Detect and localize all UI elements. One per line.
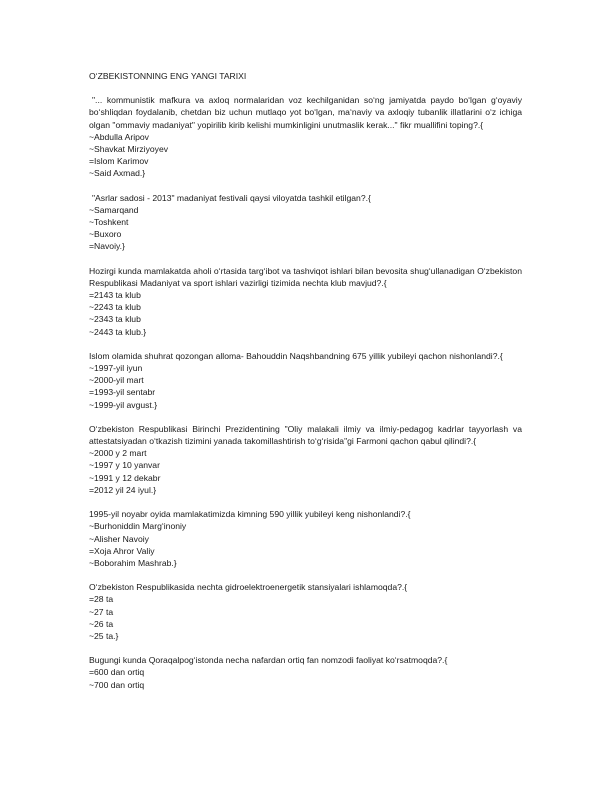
answer-option: ~2000 y 2 mart	[89, 448, 147, 459]
question-block	[89, 94, 522, 179]
answer-option: =Xoja Ahror Valiy	[89, 545, 155, 556]
answer-option: =Navoiy.}	[89, 241, 125, 252]
answer-option: =28 ta	[89, 594, 114, 605]
question-text: O‘zbekiston Respublikasida nechta gidroelektroenergetik stansiyalari ishlamoqda?.{	[89, 582, 408, 593]
answer-option: ~27 ta	[89, 606, 114, 617]
question-text: "Asrlar sadosi - 2013" madaniyat festivali qaysi viloyatda tashkil etilgan?.{	[92, 192, 371, 203]
question-block	[89, 508, 522, 569]
answer-option: =1993-yil sentabr	[89, 387, 156, 398]
question-text: Islom olamida shuhrat qozongan alloma- Bahouddin Naqshbandning 675 yillik yubileyi qachon nishonlandi?.{	[89, 350, 503, 361]
question-block	[89, 192, 522, 253]
answer-option: =600 dan ortiq	[89, 667, 145, 678]
answer-option: ~2000-yil mart	[89, 375, 144, 386]
question-text: Bugungi kunda Qoraqalpog‘istonda necha nafardan ortiq fan nomzodi faoliyat ko‘rsatmoqda?.{	[89, 655, 448, 666]
answer-option: ~1997 y 10 yanvar	[89, 460, 160, 471]
answer-option: ~25 ta.}	[89, 630, 119, 641]
answer-option: ~2443 ta klub.}	[89, 326, 147, 337]
answer-option: ~1991 y 12 dekabr	[89, 472, 161, 483]
answer-option: ~Samarqand	[89, 204, 139, 215]
document-page	[89, 70, 522, 703]
question-block	[89, 350, 522, 411]
question-block	[89, 654, 522, 691]
answer-option: ~Shavkat Mirziyoyev	[89, 144, 169, 155]
question-text: "... kommunistik mafkura va axloq normalaridan voz kechilganidan so‘ng jamiyatda paydo bo‘lgan g‘oyaviy bo‘shliqdan foydalanib, chetdan biz uchun mutlaqo yot bo‘lgan, ma‘naviy va axloqiy tubanlik illatlarini o‘z ichiga olgan "ommaviy madaniyat" yopirilib kirib kelishi mumkinligini unutmaslik kerak..." fikr muallifini toping?.{	[89, 95, 522, 130]
answer-option: ~2243 ta klub	[89, 302, 141, 313]
answer-option: ~700 dan ortiq	[89, 679, 145, 690]
answer-option: =2143 ta klub	[89, 290, 141, 301]
answer-option: ~Boborahim Mashrab.}	[89, 557, 177, 568]
answer-option: ~Alisher Navoiy	[89, 533, 149, 544]
document-title: O‘ZBEKISTONNING ENG YANGI TARIXI	[89, 71, 247, 81]
answer-option: ~Buxoro	[89, 229, 122, 240]
question-text: O‘zbekiston Respublikasi Birinchi Prezidentining "Oliy malakali ilmiy va ilmiy-pedagog kadrlar tayyorlash va attestatsiyadan o‘tkazish tizimini yanada takomillashtirish to‘g‘risida"gi Farmoni qachon qabul qilindi?.{	[89, 423, 522, 447]
answer-option: ~Said Axmad.}	[89, 168, 146, 179]
answer-option: ~Toshkent	[89, 217, 129, 228]
question-block	[89, 265, 522, 338]
answer-option: =2012 yil 24 iyul.}	[89, 484, 157, 495]
question-text: 1995-yil noyabr oyida mamlakatimizda kimning 590 yillik yubileyi keng nishonlandi?.{	[89, 509, 411, 520]
answer-option: =Islom Karimov	[89, 156, 149, 167]
answer-option: ~2343 ta klub	[89, 314, 141, 325]
answer-option: ~Burhoniddin Marg‘inoniy	[89, 521, 187, 532]
question-block	[89, 423, 522, 496]
answer-option: ~26 ta	[89, 618, 114, 629]
question-text: Hozirgi kunda mamlakatda aholi o‘rtasida targ‘ibot va tashviqot ishlari bilan bevosita shug‘ullanadigan O‘zbekiston Respublikasi Madaniyat va sport ishlari vazirligi tizimida nechta klub mavjud?.{	[89, 265, 522, 288]
question-block	[89, 581, 522, 642]
answer-option: ~1999-yil avgust.}	[89, 399, 158, 410]
answer-option: ~Abdulla Aripov	[89, 131, 149, 142]
answer-option: ~1997-yil iyun	[89, 363, 143, 374]
